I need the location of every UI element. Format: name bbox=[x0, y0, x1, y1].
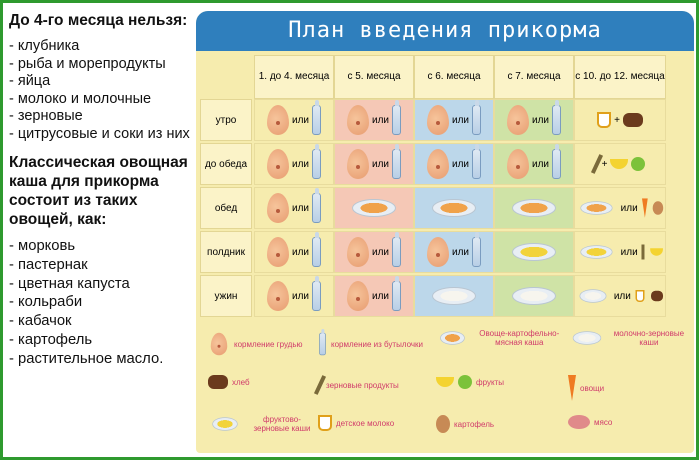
bottle-icon bbox=[392, 149, 401, 179]
legend-label: детское молоко bbox=[336, 418, 395, 428]
forbidden-item: - зерновые bbox=[9, 108, 83, 124]
forbidden-item: - цитрусовые и соки из них bbox=[9, 125, 190, 142]
cell bbox=[334, 231, 414, 273]
breast-icon bbox=[347, 149, 369, 179]
breast-icon bbox=[347, 237, 369, 267]
meat-icon bbox=[568, 415, 590, 429]
forbidden-list bbox=[9, 38, 195, 143]
veg-item: - цветная капуста bbox=[9, 275, 130, 292]
breast-icon bbox=[267, 281, 289, 311]
bottle-icon bbox=[552, 149, 561, 179]
bottle-icon bbox=[392, 281, 401, 311]
or-label: или bbox=[613, 290, 631, 302]
or-label: или bbox=[371, 158, 389, 170]
legend-label: кормление грудью bbox=[234, 339, 303, 349]
legend-label: овощи bbox=[580, 383, 605, 393]
cup-icon bbox=[597, 112, 611, 128]
or-label: или bbox=[531, 158, 549, 170]
col-header-3: с 6. месяца bbox=[414, 55, 494, 99]
veg-item: - пастернак bbox=[9, 256, 88, 273]
legend bbox=[196, 323, 694, 453]
cell bbox=[414, 99, 494, 141]
or-label: или bbox=[291, 202, 309, 214]
fruit-porridge-plate-icon bbox=[212, 417, 237, 431]
veg-item: - кабачок bbox=[9, 313, 72, 330]
plus-label: + bbox=[601, 158, 608, 170]
veg-item: - картофель bbox=[9, 331, 93, 348]
banana-icon bbox=[436, 377, 454, 387]
veg-porridge-plate-icon bbox=[580, 201, 612, 215]
legend-fruits bbox=[436, 375, 566, 389]
veg-item: - морковь bbox=[9, 238, 76, 254]
breast-icon bbox=[267, 105, 289, 135]
milk-porridge-plate-icon bbox=[432, 287, 476, 305]
legend-label: картофель bbox=[454, 419, 495, 429]
cell bbox=[414, 231, 494, 273]
fruit-porridge-plate-icon bbox=[580, 245, 612, 259]
cup-icon bbox=[318, 415, 332, 431]
bottle-icon bbox=[552, 105, 561, 135]
legend-label: Овоще-картофельно-мясная каша bbox=[479, 329, 560, 347]
col-header-1: 1. до 4. месяца bbox=[254, 55, 334, 99]
veg-heading: Классическая овощная каша для прикорма состоит из таких овощей, как: bbox=[9, 154, 188, 228]
bottle-icon bbox=[312, 237, 321, 267]
legend-fruit-grain bbox=[208, 415, 318, 433]
cell bbox=[494, 187, 574, 229]
legend-label: фруктово-зерновые каши bbox=[253, 415, 311, 433]
cell bbox=[574, 143, 666, 185]
breast-icon bbox=[347, 105, 369, 135]
or-label: или bbox=[291, 290, 309, 302]
cell bbox=[334, 143, 414, 185]
cell bbox=[494, 231, 574, 273]
bread-icon bbox=[623, 113, 643, 127]
cell bbox=[334, 187, 414, 229]
milk-porridge-plate-icon bbox=[512, 287, 556, 305]
row-label-snack: полдник bbox=[200, 231, 252, 273]
forbidden-item: - яйца bbox=[9, 73, 51, 89]
feeding-plan bbox=[196, 11, 694, 453]
or-label: или bbox=[451, 114, 469, 126]
cell bbox=[574, 187, 666, 229]
veg-porridge-plate-icon bbox=[432, 199, 476, 217]
apple-icon bbox=[458, 375, 472, 389]
cell bbox=[494, 275, 574, 317]
bottle-icon bbox=[312, 149, 321, 179]
legend-label: хлеб bbox=[232, 377, 250, 387]
legend-label: зерновые продукты bbox=[326, 380, 399, 390]
legend-label: фрукты bbox=[476, 377, 504, 387]
legend-label: молочно-зерновые каши bbox=[613, 329, 685, 347]
cell bbox=[574, 99, 666, 141]
or-label: или bbox=[371, 290, 389, 302]
legend-bottle bbox=[318, 329, 423, 359]
legend-breast bbox=[208, 329, 318, 359]
forbidden-item: - клубника bbox=[9, 38, 80, 54]
or-label: или bbox=[371, 114, 389, 126]
breast-icon bbox=[427, 237, 449, 267]
plus-label: + bbox=[614, 114, 620, 126]
legend-meat bbox=[568, 415, 688, 429]
cell bbox=[334, 99, 414, 141]
breast-icon bbox=[211, 333, 228, 356]
cell bbox=[574, 231, 666, 273]
cell bbox=[254, 143, 334, 185]
bottle-icon bbox=[319, 333, 326, 356]
bottle-icon bbox=[312, 105, 321, 135]
breast-icon bbox=[427, 105, 449, 135]
col-header-4: с 7. месяца bbox=[494, 55, 574, 99]
breast-icon bbox=[507, 149, 529, 179]
cell bbox=[254, 231, 334, 273]
carrot-icon bbox=[568, 375, 576, 401]
milk-porridge-plate-icon bbox=[573, 331, 601, 345]
col-header-2: с 5. месяца bbox=[334, 55, 414, 99]
veg-item: - кольраби bbox=[9, 294, 83, 311]
legend-label: мясо bbox=[594, 417, 613, 427]
carrot-icon bbox=[642, 198, 648, 218]
cell bbox=[414, 275, 494, 317]
cell bbox=[414, 143, 494, 185]
bread-icon bbox=[208, 375, 228, 389]
bread-icon bbox=[651, 291, 663, 302]
legend-milk-grain bbox=[568, 329, 688, 347]
cell bbox=[254, 275, 334, 317]
cell bbox=[494, 143, 574, 185]
row-label-lunch: обед bbox=[200, 187, 252, 229]
cup-icon bbox=[635, 290, 644, 302]
breast-icon bbox=[347, 281, 369, 311]
fruit-porridge-plate-icon bbox=[512, 243, 556, 261]
forbidden-heading: До 4-го месяца нельзя: bbox=[9, 12, 188, 29]
or-label: или bbox=[620, 202, 638, 214]
bottle-icon bbox=[472, 237, 481, 267]
breast-icon bbox=[267, 237, 289, 267]
potato-icon bbox=[436, 415, 450, 433]
breast-icon bbox=[427, 149, 449, 179]
milk-porridge-plate-icon bbox=[579, 289, 606, 303]
bottle-icon bbox=[312, 281, 321, 311]
or-label: или bbox=[451, 158, 469, 170]
or-label: или bbox=[291, 158, 309, 170]
cell bbox=[334, 275, 414, 317]
cell bbox=[414, 187, 494, 229]
cell bbox=[254, 187, 334, 229]
legend-bread bbox=[208, 375, 318, 389]
legend-grain bbox=[318, 375, 423, 395]
row-label-morning: утро bbox=[200, 99, 252, 141]
or-label: или bbox=[371, 246, 389, 258]
or-label: или bbox=[531, 114, 549, 126]
legend-label: кормление из бутылочки bbox=[331, 339, 424, 349]
col-header-5: с 10. до 12. месяца bbox=[574, 55, 666, 99]
breast-icon bbox=[267, 149, 289, 179]
apple-icon bbox=[631, 157, 645, 171]
veg-item: - растительное масло. bbox=[9, 350, 164, 367]
bottle-icon bbox=[312, 193, 321, 223]
or-label: или bbox=[451, 246, 469, 258]
banana-icon bbox=[650, 248, 663, 256]
cell bbox=[254, 99, 334, 141]
row-label-dinner: ужин bbox=[200, 275, 252, 317]
bottle-icon bbox=[392, 237, 401, 267]
row-label-before-lunch: до обеда bbox=[200, 143, 252, 185]
legend-veg-mix bbox=[436, 329, 566, 347]
breast-icon bbox=[267, 193, 289, 223]
wheat-icon bbox=[641, 245, 644, 260]
bottle-icon bbox=[392, 105, 401, 135]
forbidden-item: - рыба и морепродукты bbox=[9, 55, 166, 72]
plan-title: План введения прикорма bbox=[196, 11, 694, 51]
veg-list bbox=[9, 237, 195, 369]
or-label: или bbox=[620, 246, 638, 258]
forbidden-item: - молоко и молочные bbox=[9, 90, 152, 107]
veg-porridge-plate-icon bbox=[512, 199, 556, 217]
legend-veg bbox=[568, 375, 688, 401]
or-label: или bbox=[291, 246, 309, 258]
banana-icon bbox=[610, 159, 628, 169]
or-label: или bbox=[291, 114, 309, 126]
veg-porridge-plate-icon bbox=[440, 331, 464, 345]
veg-porridge-plate-icon bbox=[352, 199, 396, 217]
legend-baby-milk bbox=[318, 415, 423, 431]
cell bbox=[574, 275, 666, 317]
cell bbox=[494, 99, 574, 141]
left-notes bbox=[9, 11, 195, 369]
potato-icon bbox=[653, 201, 663, 215]
legend-potato bbox=[436, 415, 566, 433]
bottle-icon bbox=[472, 149, 481, 179]
bottle-icon bbox=[472, 105, 481, 135]
breast-icon bbox=[507, 105, 529, 135]
